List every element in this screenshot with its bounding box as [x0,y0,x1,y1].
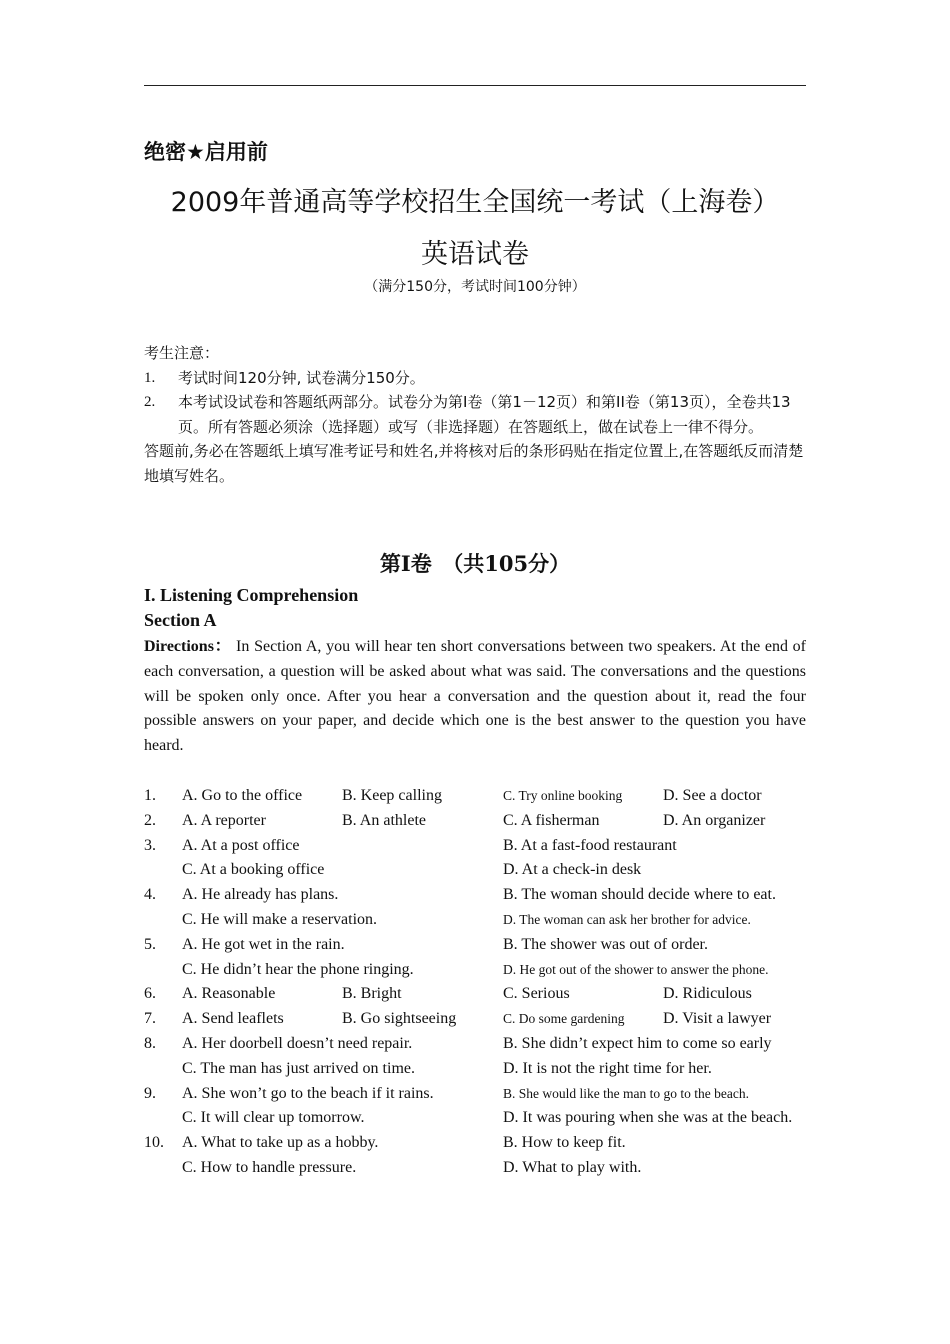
exam-subtitle: 英语试卷 [421,239,529,270]
question-number: 9. [144,1084,156,1102]
option-b: B. Go sightseeing [342,1010,457,1028]
question-line [144,834,814,859]
directions-text: In Section A, you will hear ten short conversations between two speakers. At the end of each conversation, a question will be asked about what was said. The conversations and the questions will be spoken only once. After you hear a conversation and the question about it, read the four possible answers on your paper, and decide which one is the best answer to the question you have heard. [144,638,806,755]
question-line [144,982,814,1007]
question-number: 7. [144,1010,156,1028]
question-number: 3. [144,836,156,854]
option-b: B. Keep calling [342,787,442,804]
option-c: C. He will make a reservation. [182,910,378,928]
exam-title: 2009年普通高等学校招生全国统一考试（上海卷） [170,187,780,218]
option-c: C. Try online booking [503,788,623,803]
option-b: B. The woman should decide where to eat. [503,886,776,904]
option-a: A. Reasonable [182,985,276,1003]
option-c: C. How to handle pressure. [182,1158,357,1176]
question-number: 6. [144,985,156,1003]
option-c: C. Serious [503,985,570,1003]
question-number: 4. [144,886,156,904]
option-d: D. Visit a lawyer [663,1010,772,1028]
notice-item [144,390,806,439]
notice-item-text: 本考试设试卷和答题纸两部分。试卷分为第I卷（第1－12页）和第II卷（第13页），全卷共13页。所有答题必须涂（选择题）或写（非选择题）在答题纸上，做在试卷上一律不得分。 [178,393,791,436]
section-heading: I. Listening Comprehension [144,585,359,605]
option-a: A. Go to the office [182,787,303,804]
question-line [144,1082,814,1107]
option-c: C. Do some gardening [503,1011,625,1027]
option-a: A. What to take up as a hobby. [182,1134,379,1152]
option-b: B. An athlete [342,811,426,829]
directions-label: Directions： [144,638,232,655]
candidate-notice [144,341,806,488]
directions [144,635,806,759]
option-d: D. What to play with. [503,1158,642,1176]
notice-item-number: 1. [144,369,156,386]
question-line [144,1106,814,1131]
option-d: D. It is not the right time for her. [503,1059,712,1077]
question-number: 8. [144,1034,156,1052]
question-number: 2. [144,811,156,829]
option-b: B. How to keep fit. [503,1134,626,1152]
question-line [144,1057,814,1082]
option-d: D. See a doctor [663,787,762,804]
option-c: C. He didn’t hear the phone ringing. [182,960,414,978]
option-a: A. He got wet in the rain. [182,935,345,953]
full-mark-note: （满分150分，考试时间100分钟） [364,279,586,295]
notice-item-text: 考试时间120分钟, 试卷满分150分。 [178,368,425,387]
option-d: D. The woman can ask her brother for advice. [503,911,751,927]
option-b: B. Bright [342,985,402,1003]
notice-footer: 答题前,务必在答题纸上填写准考证号和姓名,并将核对后的条形码贴在指定位置上,在答题纸反而清楚地填写姓名。 [144,442,804,485]
option-c: C. The man has just arrived on time. [182,1059,415,1077]
question-line [144,858,814,883]
option-a: A. A reporter [182,811,266,829]
question-number: 5. [144,935,156,953]
option-d: D. It was pouring when she was at the beach. [503,1109,793,1127]
part-title: 第I卷 （共105分） [379,551,571,576]
question-list [144,784,814,1181]
option-b: B. The shower was out of order. [503,935,708,953]
option-a: A. She won’t go to the beach if it rains. [182,1084,434,1102]
question-line [144,958,814,983]
option-a: A. He already has plans. [182,886,339,904]
question-line [144,1156,814,1181]
notice-item-number: 2. [144,394,156,410]
notice-item [144,366,806,391]
question-line [144,883,814,908]
question-line [144,809,814,834]
section-subheading: Section A [144,610,217,630]
question-line [144,908,814,933]
question-line [144,933,814,958]
option-a: A. Send leaflets [182,1010,284,1028]
question-number: 10. [144,1134,164,1152]
option-d: D. At a check-in desk [503,861,642,879]
notice-heading: 考生注意： [144,344,220,362]
option-b: B. She didn’t expect him to come so early [503,1034,772,1052]
option-d: D. He got out of the shower to answer the phone. [503,961,769,977]
option-b: B. At a fast-food restaurant [503,836,677,854]
top-rule [144,85,806,86]
option-a: A. Her doorbell doesn’t need repair. [182,1034,413,1052]
question-number: 1. [144,787,156,804]
option-d: D. An organizer [663,811,766,829]
option-c: C. It will clear up tomorrow. [182,1109,365,1127]
option-c: C. A fisherman [503,811,600,829]
option-a: A. At a post office [182,836,300,854]
question-line [144,1131,814,1156]
question-line [144,784,814,809]
question-line [144,1032,814,1057]
option-d: D. Ridiculous [663,985,752,1003]
secret-label: 绝密★启用前 [144,140,268,164]
question-line [144,1007,814,1032]
option-b: B. She would like the man to go to the beach. [503,1085,749,1101]
option-c: C. At a booking office [182,861,325,879]
